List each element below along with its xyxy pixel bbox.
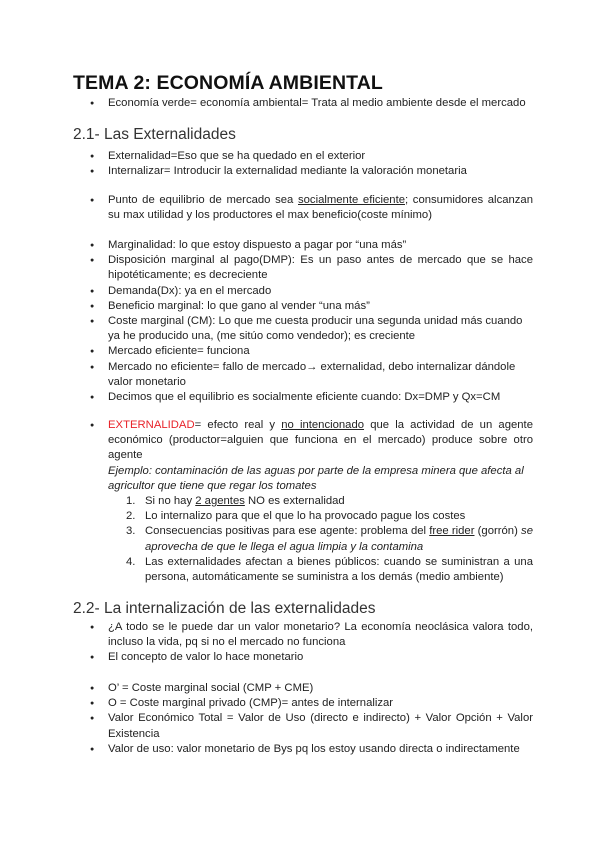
numbered-list [108, 494, 533, 585]
numbered-item: 1. Si no hay 2 agentes NO es externalidad [126, 495, 345, 507]
underlined-term: socialmente eficiente [297, 194, 405, 206]
numbered-item: 4. Las externalidades afectan a bienes públicos: cuando se suministran a una persona, automáticamente se suministra a los demás (medio ambiente) [126, 555, 533, 584]
list-item: ● Externalidad=Eso que se ha quedado en el exterior [73, 149, 533, 164]
list-item-externalidad-definition: ● EXTERNALIDAD= efecto real y no intencionado que la actividad de un agente económico (productor=alguien que funciona en el mercado) produce sobre otro agente [73, 418, 533, 464]
list-item: ● Mercado no eficiente= fallo de mercado→ externalidad, debo internalizar dándole valor monetario [73, 360, 533, 390]
list-item: ● Marginalidad: lo que estoy dispuesto a pagar por “una más” [73, 238, 533, 253]
underlined-term: no intencionado [281, 419, 365, 431]
list-item: ● O = Coste marginal privado (CMP)= antes de internalizar [73, 696, 533, 711]
list-item: ● Beneficio marginal: lo que gano al vender “una más” [73, 299, 533, 314]
section2-list-1 [73, 620, 533, 666]
underlined-term: free rider [429, 525, 475, 538]
numbered-item: 2. Lo internalizo para que el que lo ha provocado pague los costes [126, 510, 466, 523]
section1-list-2 [73, 193, 533, 223]
list-item: ● Punto de equilibrio de mercado sea socialmente eficiente; consumidores alcanzan su max utilidad y los productores el max beneficio(coste mínimo) [73, 193, 533, 223]
numbered-item: 3. Consecuencias positivas para ese agente: problema del free rider (gorrón) se aprovecha de que le llega el agua limpia y la contamina [126, 525, 533, 553]
intro-list [73, 96, 533, 111]
list-item: ● O’ = Coste marginal social (CMP + CME) [73, 681, 533, 696]
list-item: ● Economía verde= economía ambiental= Trata al medio ambiente desde el mercado [73, 96, 533, 111]
section2-list-2 [73, 681, 533, 757]
section1-list-3 [73, 238, 533, 405]
document-title: TEMA 2: ECONOMÍA AMBIENTAL [73, 72, 383, 94]
list-item: ● Mercado eficiente= funciona [73, 344, 533, 359]
section-heading-externalidades: 2.1- Las Externalidades [73, 126, 236, 143]
list-item: ● Internalizar= Introducir la externalidad mediante la valoración monetaria [73, 164, 533, 179]
example-text: Ejemplo: contaminación de las aguas por parte de la empresa minera que afecta al agricultor que tiene que regar los tomates [108, 465, 524, 493]
highlighted-term: EXTERNALIDAD [108, 419, 195, 431]
list-item: ● ¿A todo se le puede dar un valor monetario? La economía neoclásica valora todo, incluso la vida, pq si no el mercado no funciona [73, 620, 533, 650]
section-heading-internalizacion: 2.2- La internalización de las externalidades [73, 600, 376, 617]
list-item: ● Valor de uso: valor monetario de Bys pq los estoy usando directa o indirectamente [73, 742, 533, 757]
section1-list-1 [73, 149, 533, 179]
list-item: ● Disposición marginal al pago(DMP): Es un paso antes de mercado que se hace hipotéticamente; es decreciente [73, 253, 533, 283]
list-item: ● Demanda(Dx): ya en el mercado [73, 284, 533, 299]
list-item: ● Coste marginal (CM): Lo que me cuesta producir una segunda unidad más cuando ya he producido una, (me sitúo como vendedor); es creciente [73, 314, 533, 344]
section1-list-4 [73, 418, 533, 464]
list-item: ● Decimos que el equilibrio es socialmente eficiente cuando: Dx=DMP y Qx=CM [73, 390, 533, 405]
list-item: ● El concepto de valor lo hace monetario [73, 650, 533, 665]
underlined-term: 2 agentes [195, 495, 245, 507]
list-item: ● Valor Económico Total = Valor de Uso (directo e indirecto) + Valor Opción + Valor Existencia [73, 711, 533, 741]
